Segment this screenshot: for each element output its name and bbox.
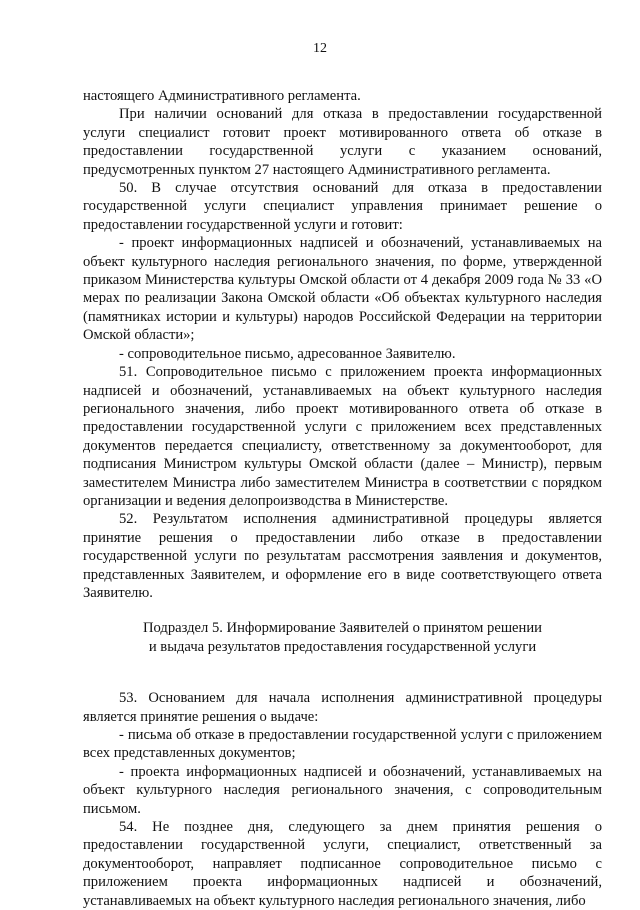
paragraph: - проект информационных надписей и обозначений, устанавливаемых на объект культурного наследия регионального значения, по форме, утвержденной приказом Министерства культуры Омской области от 4 декабря 2009 года № 33 «О мерах по реализации Закона Омской области «Об объектах культурного наследия (памятниках истории и культуры) народов Российской Федерации на территории Омской области»; — [83, 235, 602, 344]
paragraphs-before-heading — [83, 87, 602, 602]
paragraph: 51. Сопроводительное письмо с приложением проекта информационных надписей и обозначений, устанавливаемых на объект культурного наследия регионального значения, либо проект мотивированного ответа об отказе в предоставлении государственной услуги с приложением всех представленных документов передается специалисту, ответственному за документооборот, для подписания Министром культуры Омской области (далее – Министр), первым заместителем Министра либо заместителем Министра в соответствии с порядком организации и ведения делопроизводства в Министерстве. — [83, 364, 602, 509]
paragraph: 53. Основанием для начала исполнения административной процедуры является принятие решения о выдаче: — [83, 690, 602, 725]
page-number: 12 — [313, 41, 327, 56]
paragraph: настоящего Административного регламента. — [83, 88, 361, 104]
paragraph: 52. Результатом исполнения административной процедуры является принятие решения о предоставлении либо отказе в предоставлении государственной услуги по результатам рассмотрения заявления и документов, представленных Заявителем, и оформление его в виде соответствующего ответа Заявителю. — [83, 511, 602, 601]
subsection-heading — [83, 619, 602, 656]
paragraphs-after-heading — [83, 689, 602, 910]
subsection-heading-line-2: и выдача результатов предоставления государственной услуги — [148, 638, 537, 655]
paragraph: При наличии оснований для отказа в предоставлении государственной услуги специалист готовит проект мотивированного ответа об отказе в предоставлении государственной услуги с указанием оснований, предусмотренных пунктом 27 настоящего Административного регламента. — [83, 106, 602, 178]
subsection-heading-line-1: Подраздел 5. Информирование Заявителей о принятом решении — [143, 620, 542, 637]
document-body — [83, 87, 602, 910]
paragraph: - письма об отказе в предоставлении государственной услуги с приложением всех представленных документов; — [83, 727, 602, 762]
paragraph: - проекта информационных надписей и обозначений, устанавливаемых на объект культурного наследия регионального значения, с сопроводительным письмом. — [83, 763, 602, 817]
paragraph: - сопроводительное письмо, адресованное Заявителю. — [119, 345, 456, 362]
paragraph: 50. В случае отсутствия оснований для отказа в предоставлении государственной услуги специалист управления принимает решение о предоставлении государственной услуги и готовит: — [83, 180, 602, 233]
paragraph: 54. Не позднее дня, следующего за днем принятия решения о предоставлении государственной услуги, специалист, ответственный за документооборот, направляет подписанное сопроводительное письмо с приложением проекта информационных надписей и обозначений, устанавливаемых на объект культурного наследия регионального значения, либо — [83, 819, 602, 909]
